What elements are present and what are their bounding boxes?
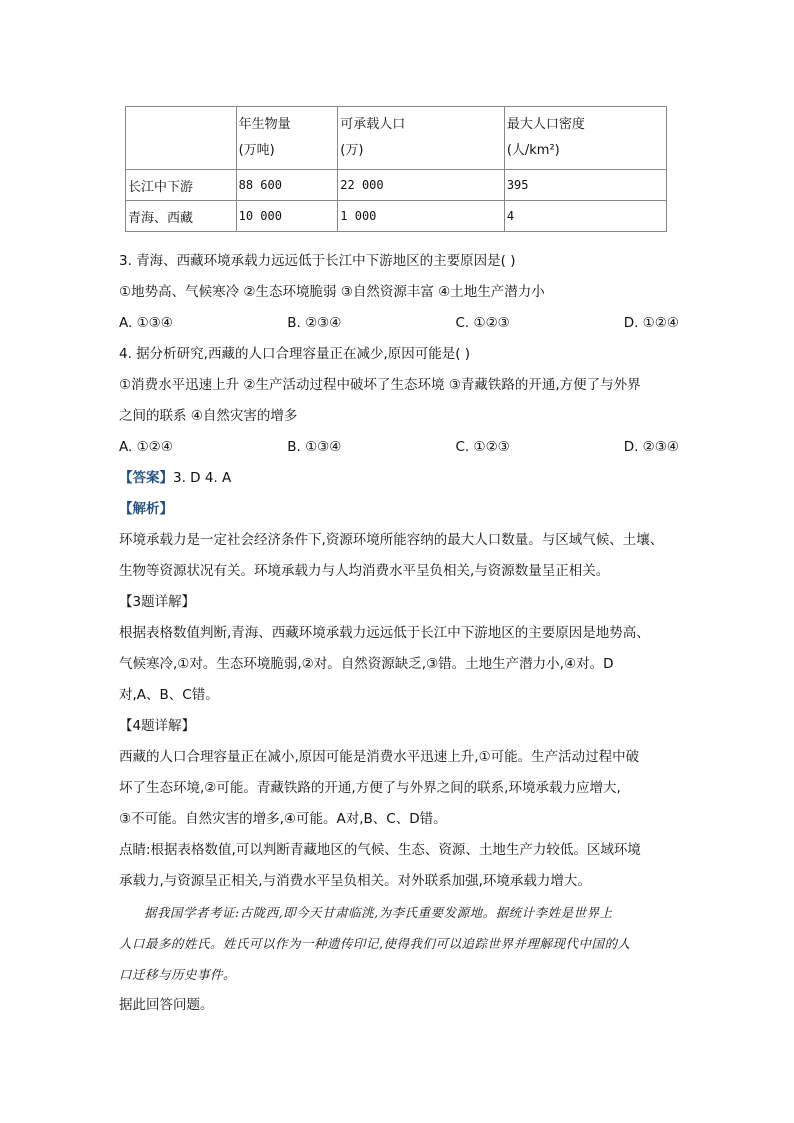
- data-table: [125, 106, 667, 232]
- excerpt-line3: 口迁移与历史事件。: [119, 967, 237, 982]
- detail-4-line1: 西藏的人口合理容量正在减小,原因可能是消费水平迅速上升,①可能。生产活动过程中破: [119, 749, 640, 765]
- question-4-options: [119, 432, 679, 463]
- analysis-line2: 生物等资源状况有关。环境承载力与人均消费水平呈负相关,与资源数量呈正相关。: [119, 563, 610, 579]
- tips-line1: 点睛:根据表格数值,可以判断青藏地区的气候、生态、资源、土地生产力较低。区域环境: [119, 842, 641, 858]
- table-cell: 395: [504, 170, 666, 201]
- table-row: [126, 170, 667, 201]
- header-cell-biomass: 年生物量 (万吨): [236, 107, 338, 170]
- option-a: A. ①③④: [119, 315, 173, 331]
- option-d: D. ①②④: [623, 315, 679, 331]
- table-row: [126, 201, 667, 232]
- table-cell-region: 青海、西藏: [126, 201, 237, 232]
- excerpt-line1: 据我国学者考证:古陇西,即今天甘肃临洮,为李氏重要发源地。据统计李姓是世界上: [144, 905, 613, 920]
- question-4-stem: 4. 据分析研究,西藏的人口合理容量正在减少,原因可能是( ): [119, 346, 471, 362]
- detail-4-line3: ③不可能。自然灾害的增多,④可能。A对,B、C、D错。: [119, 811, 447, 827]
- table-cell: 88 600: [236, 170, 338, 201]
- excerpt-line2: 人口最多的姓氏。姓氏可以作为一种遗传印记,使得我们可以追踪世界并理解现代中国的人: [119, 936, 631, 951]
- prompt-line: 据此回答问题。: [119, 997, 214, 1013]
- table-cell: 1 000: [338, 201, 505, 232]
- detail-3-line3: 对,A、B、C错。: [119, 687, 219, 703]
- tips-line2: 承载力,与资源呈正相关,与消费水平呈负相关。对外联系加强,环境承载力增大。: [119, 873, 591, 889]
- question-4-statements-line1: ①消费水平迅速上升 ②生产活动过程中破坏了生态环境 ③青藏铁路的开通,方便了与外界: [119, 377, 641, 393]
- answer-tag: 【答案】: [119, 470, 173, 486]
- option-a: A. ①②④: [119, 439, 173, 455]
- answer-text: 3. D 4. A: [173, 470, 232, 486]
- header-cell-density: 最大人口密度 (人/km²): [504, 107, 666, 170]
- header-cell-capacity: 可承载人口 (万): [338, 107, 505, 170]
- analysis-tag: 【解析】: [119, 501, 173, 517]
- option-b: B. ②③④: [287, 315, 342, 331]
- document-body: [119, 246, 679, 1021]
- table-cell-region: 长江中下游: [126, 170, 237, 201]
- table-cell: 10 000: [236, 201, 338, 232]
- detail-3-tag: 【3题详解】: [119, 594, 196, 610]
- detail-4-tag: 【4题详解】: [119, 718, 196, 734]
- answer-line: [119, 463, 679, 494]
- question-3-statements: ①地势高、气候寒冷 ②生态环境脆弱 ③自然资源丰富 ④土地生产潜力小: [119, 284, 545, 300]
- question-4-statements-line2: 之间的联系 ④自然灾害的增多: [119, 408, 298, 424]
- table-cell: 22 000: [338, 170, 505, 201]
- question-3-options: [119, 308, 679, 339]
- table-cell: 4: [504, 201, 666, 232]
- header-cell-empty: [126, 107, 237, 170]
- option-d: D. ②③④: [623, 439, 679, 455]
- option-b: B. ①③④: [287, 439, 342, 455]
- option-c: C. ①②③: [455, 315, 510, 331]
- detail-3-line2: 气候寒冷,①对。生态环境脆弱,②对。自然资源缺乏,③错。土地生产潜力小,④对。D: [119, 656, 614, 672]
- option-c: C. ①②③: [455, 439, 510, 455]
- table-header-row: [126, 107, 667, 170]
- detail-4-line2: 坏了生态环境,②可能。青藏铁路的开通,方便了与外界之间的联系,环境承载力应增大,: [119, 780, 621, 796]
- analysis-line1: 环境承载力是一定社会经济条件下,资源环境所能容纳的最大人口数量。与区域气候、土壤、: [119, 532, 664, 548]
- question-3-stem: 3. 青海、西藏环境承载力远远低于长江中下游地区的主要原因是( ): [119, 253, 516, 269]
- detail-3-line1: 根据表格数值判断,青海、西藏环境承载力远远低于长江中下游地区的主要原因是地势高、: [119, 625, 650, 641]
